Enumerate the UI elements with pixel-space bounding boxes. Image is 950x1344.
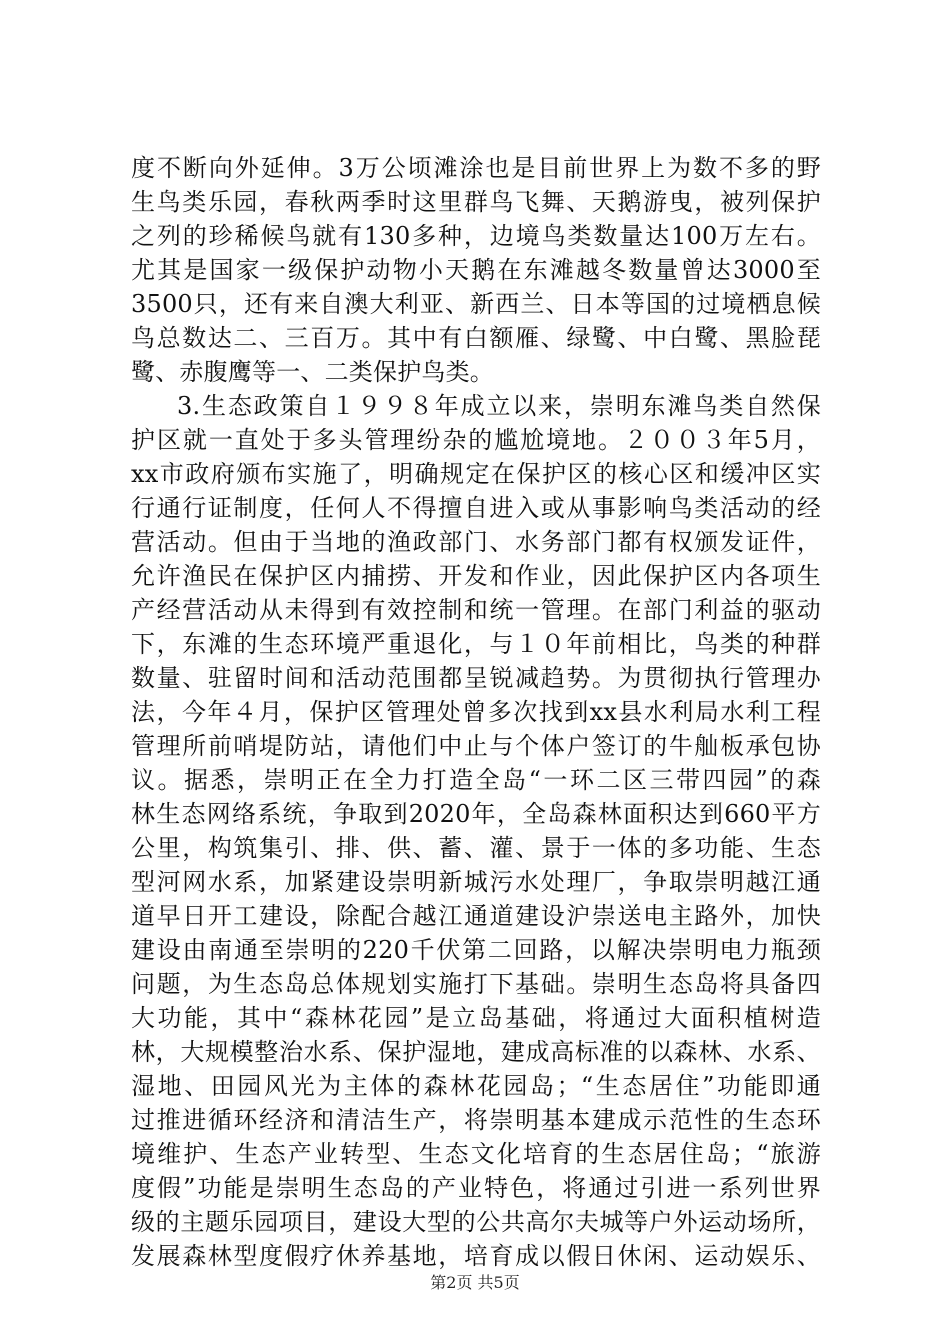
text-line: 境维护、生态产业转型、生态文化培育的生态居住岛；“旅游 xyxy=(131,1140,821,1168)
text-line: 议。据悉，崇明正在全力打造全岛“一环二区三带四园”的森 xyxy=(131,766,821,794)
text-line: 营活动。但由于当地的渔政部门、水务部门都有权颁发证件， xyxy=(131,528,821,556)
text-line: 法，今年４月，保护区管理处曾多次找到xx县水利局水利工程 xyxy=(131,698,821,726)
text-line: 林，大规模整治水系、保护湿地，建成高标准的以森林、水系、 xyxy=(131,1038,821,1066)
text-line: 之列的珍稀候鸟就有130多种，边境鸟类数量达100万左右。 xyxy=(131,222,821,250)
text-line: 建设由南通至崇明的220千伏第二回路，以解决崇明电力瓶颈 xyxy=(131,936,821,964)
text-line: xx市政府颁布实施了，明确规定在保护区的核心区和缓冲区实 xyxy=(131,460,821,488)
text-line: 护区就一直处于多头管理纷杂的尴尬境地。２００３年5月， xyxy=(131,426,821,454)
page-footer: 第2页 共5页 xyxy=(430,1273,520,1292)
text-line: 产经营活动从未得到有效控制和统一管理。在部门利益的驱动 xyxy=(131,596,821,624)
text-line: 尤其是国家一级保护动物小天鹅在东滩越冬数量曾达3000至 xyxy=(131,256,821,284)
text-line: 行通行证制度，任何人不得擅自进入或从事影响鸟类活动的经 xyxy=(131,494,821,522)
text-line: 公里，构筑集引、排、供、蓄、灌、景于一体的多功能、生态 xyxy=(131,834,821,862)
text-line: 度不断向外延伸。3万公顷滩涂也是目前世界上为数不多的野 xyxy=(131,154,821,182)
text-line: 生鸟类乐园，春秋两季时这里群鸟飞舞、天鹅游曳，被列保护 xyxy=(131,188,821,216)
text-line: 发展森林型度假疗休养基地，培育成以假日休闲、运动娱乐、 xyxy=(131,1242,821,1270)
text-line: 湿地、田园风光为主体的森林花园岛；“生态居住”功能即通 xyxy=(131,1072,821,1100)
text-line: 鸟总数达二、三百万。其中有白额雁、绿鹭、中白鹭、黑脸琵 xyxy=(131,324,821,352)
text-line: 过推进循环经济和清洁生产，将崇明基本建成示范性的生态环 xyxy=(131,1106,821,1134)
text-line: 数量、驻留时间和活动范围都呈锐减趋势。为贯彻执行管理办 xyxy=(131,664,821,692)
text-line: 允许渔民在保护区内捕捞、开发和作业，因此保护区内各项生 xyxy=(131,562,821,590)
text-line: 度假”功能是崇明生态岛的产业特色，将通过引进一系列世界 xyxy=(131,1174,821,1202)
text-line: 型河网水系，加紧建设崇明新城污水处理厂，争取崇明越江通 xyxy=(131,868,821,896)
text-line: 管理所前哨堤防站，请他们中止与个体户签订的牛舢板承包协 xyxy=(131,732,821,760)
text-line: 大功能，其中“森林花园”是立岛基础，将通过大面积植树造 xyxy=(131,1004,821,1032)
text-line: 道早日开工建设，除配合越江通道建设沪崇送电主路外，加快 xyxy=(131,902,821,930)
text-line: 级的主题乐园项目，建设大型的公共高尔夫城等户外运动场所， xyxy=(131,1208,821,1236)
text-line: 鹭、赤腹鹰等一、二类保护鸟类。 xyxy=(131,358,494,386)
text-line: 下，东滩的生态环境严重退化，与１０年前相比，鸟类的种群 xyxy=(131,630,821,658)
text-line: 3500只，还有来自澳大利亚、新西兰、日本等国的过境栖息候 xyxy=(131,290,821,318)
body-text xyxy=(131,151,821,1273)
paragraph-start-line: 3.生态政策自１９９８年成立以来，崇明东滩鸟类自然保 xyxy=(177,392,821,420)
text-line: 问题，为生态岛总体规划实施打下基础。崇明生态岛将具备四 xyxy=(131,970,821,998)
text-line: 林生态网络系统，争取到2020年，全岛森林面积达到660平方 xyxy=(131,800,821,828)
